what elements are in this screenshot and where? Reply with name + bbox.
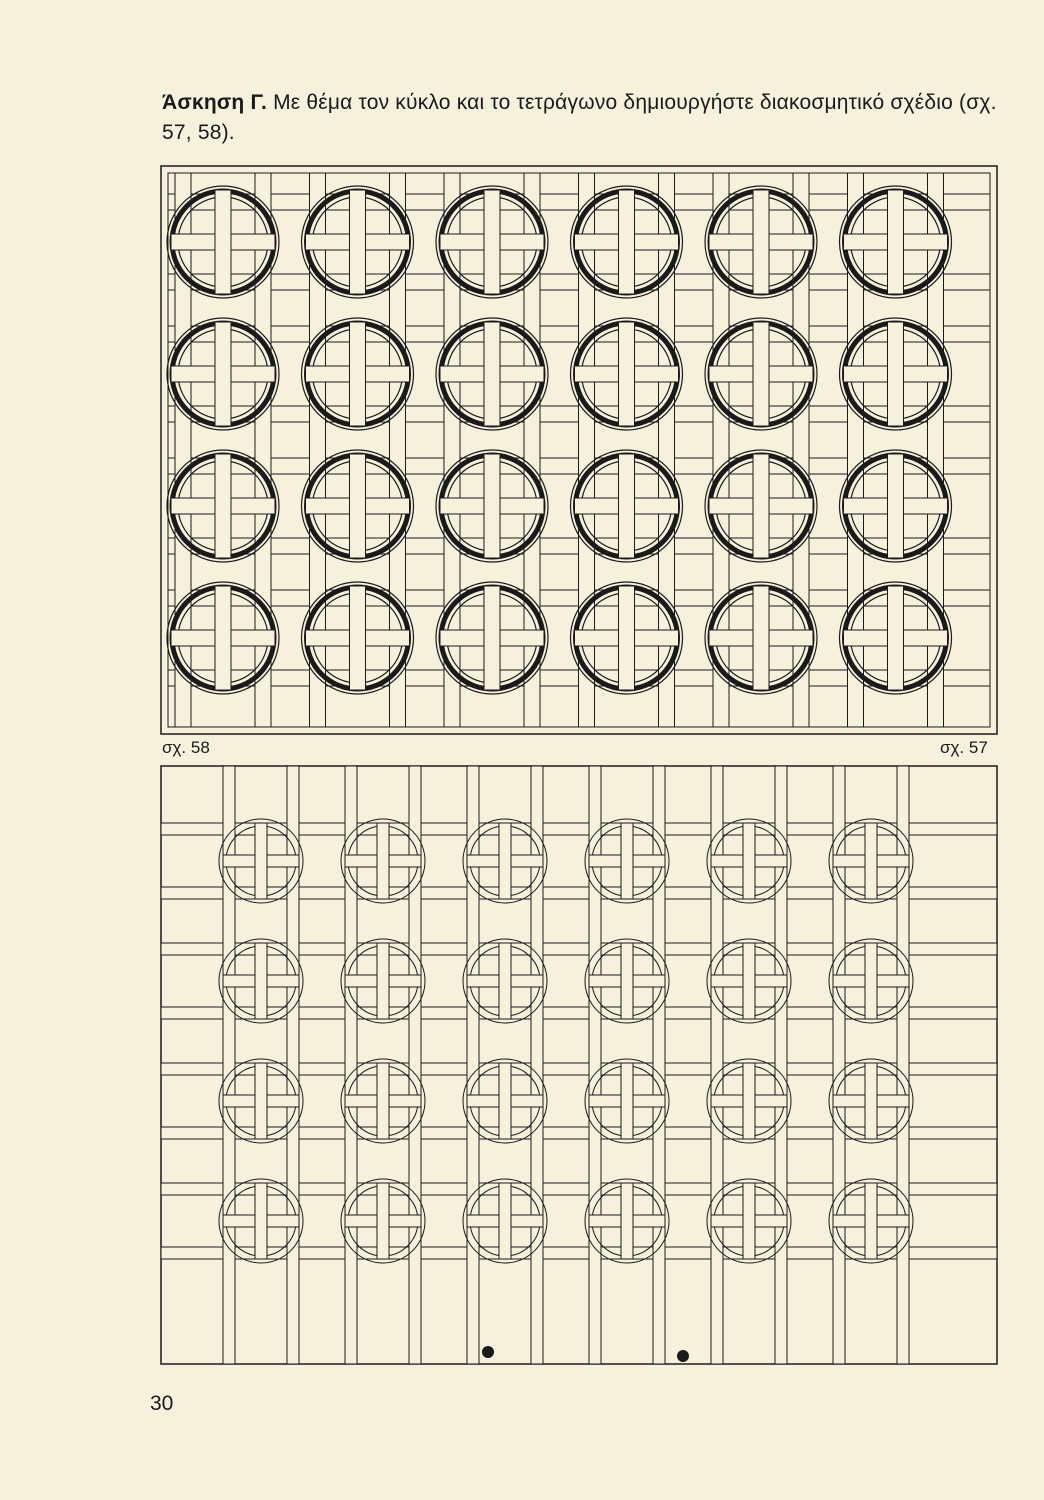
figure-57-pattern	[160, 165, 998, 735]
exercise-paragraph	[162, 88, 1002, 148]
ring-crossbar-v	[499, 823, 511, 899]
ring-crossbar-v	[865, 823, 877, 899]
ring-crossbar-v	[484, 322, 500, 426]
figure-57-caption: σχ. 57	[940, 738, 988, 757]
ring-crossbar-v	[621, 823, 633, 899]
ring-crossbar-v	[484, 454, 500, 558]
ring-crossbar-v	[865, 1063, 877, 1139]
ring-crossbar-v	[888, 322, 904, 426]
figure-58-caption: σχ. 58	[162, 738, 210, 757]
ring-crossbar-v	[619, 454, 635, 558]
ring-crossbar-v	[888, 454, 904, 558]
ring-crossbar-v	[499, 1063, 511, 1139]
ring-crossbar-v	[753, 586, 769, 690]
ring-crossbar-v	[743, 1183, 755, 1259]
ring-crossbar-v	[484, 190, 500, 294]
ring-crossbar-v	[377, 943, 389, 1019]
exercise-heading: Άσκηση Γ.	[162, 91, 268, 114]
ring-crossbar-v	[255, 1063, 267, 1139]
ring-crossbar-v	[743, 943, 755, 1019]
ring-crossbar-v	[377, 823, 389, 899]
ring-crossbar-v	[619, 190, 635, 294]
ring-crossbar-v	[619, 322, 635, 426]
ring-crossbar-v	[255, 1183, 267, 1259]
figure-58-pattern	[160, 765, 998, 1365]
ring-crossbar-v	[255, 823, 267, 899]
ring-crossbar-v	[888, 190, 904, 294]
exercise-text: Με θέμα τον κύκλο και το τετράγωνο δημιουργήστε διακοσμητικό σχέδιο (σχ. 57, 58).	[162, 91, 997, 144]
ring-crossbar-v	[215, 454, 231, 558]
ring-crossbar-v	[350, 190, 366, 294]
ring-crossbar-v	[621, 943, 633, 1019]
ring-crossbar-v	[753, 190, 769, 294]
page-number: 30	[150, 1392, 174, 1415]
ring-crossbar-v	[619, 586, 635, 690]
ring-crossbar-v	[621, 1183, 633, 1259]
ring-crossbar-v	[753, 454, 769, 558]
ring-crossbar-v	[255, 943, 267, 1019]
ring-crossbar-v	[377, 1063, 389, 1139]
ring-crossbar-v	[377, 1183, 389, 1259]
ring-crossbar-v	[499, 1183, 511, 1259]
ring-crossbar-v	[743, 823, 755, 899]
ring-crossbar-v	[743, 1063, 755, 1139]
ring-crossbar-v	[621, 1063, 633, 1139]
ring-crossbar-v	[350, 322, 366, 426]
ring-crossbar-v	[215, 190, 231, 294]
ring-crossbar-v	[484, 586, 500, 690]
ring-crossbar-v	[865, 1183, 877, 1259]
ring-crossbar-v	[215, 322, 231, 426]
ring-crossbar-v	[753, 322, 769, 426]
ring-crossbar-v	[215, 586, 231, 690]
figure-57	[160, 165, 998, 735]
ring-crossbar-v	[499, 943, 511, 1019]
ring-crossbar-v	[888, 586, 904, 690]
ring-crossbar-v	[350, 586, 366, 690]
ring-crossbar-v	[350, 454, 366, 558]
ring-crossbar-v	[865, 943, 877, 1019]
ink-dot	[677, 1350, 689, 1362]
ink-dot	[482, 1346, 494, 1358]
figure-58	[160, 765, 998, 1365]
